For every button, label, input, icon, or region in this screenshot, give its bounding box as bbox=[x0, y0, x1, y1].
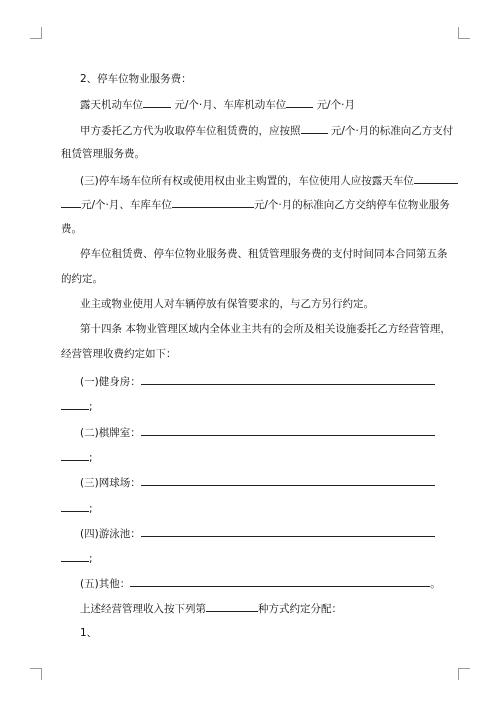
paragraph-owner-parking-end: 费。 bbox=[61, 223, 82, 235]
tennis-fee-blank bbox=[141, 475, 435, 486]
text-span: (三)停车场车位所有权或使用权由业主购置的，车位使用人应按露天车位 bbox=[80, 175, 414, 187]
paragraph-payment-time-cont: 的约定。 bbox=[61, 273, 103, 285]
paragraph-outdoor-garage-fee bbox=[80, 97, 355, 112]
tennis-fee-line bbox=[80, 475, 435, 490]
text-span: ; bbox=[89, 553, 93, 565]
distribution-item-1: 1、 bbox=[80, 627, 98, 639]
garage-fee-blank bbox=[286, 97, 313, 108]
distribution-method-blank bbox=[206, 601, 258, 612]
text-span: (四)游泳池： bbox=[80, 528, 141, 540]
article-14-cont: 经营管理收费约定如下： bbox=[61, 348, 177, 360]
paragraph-owner-parking bbox=[80, 173, 458, 188]
text-span: ; bbox=[89, 503, 93, 515]
text-span: (一)健身房： bbox=[80, 376, 141, 388]
unit-label: 元/个·月 bbox=[316, 99, 355, 111]
text-span: 种方式约定分配： bbox=[258, 603, 342, 615]
chess-fee-blank-cont bbox=[61, 450, 89, 461]
other-fee-line bbox=[80, 576, 441, 591]
paragraph-lease-fee-cont: 租赁管理服务费。 bbox=[61, 148, 145, 160]
heading-parking-service-fee: 2、停车位物业服务费： bbox=[80, 73, 192, 85]
outdoor-label: 露天机动车位 bbox=[80, 99, 143, 111]
outdoor-fee-blank bbox=[143, 97, 171, 108]
tennis-fee-blank-cont bbox=[61, 501, 89, 512]
owner-garage-blank bbox=[172, 197, 254, 208]
gym-fee-line-cont bbox=[61, 399, 93, 414]
text-span: 甲方委托乙方代为收取停车位租赁费的，应按照 bbox=[80, 125, 301, 137]
gym-fee-blank-cont bbox=[61, 399, 89, 410]
pool-fee-line bbox=[80, 526, 435, 541]
tennis-fee-line-cont bbox=[61, 501, 93, 516]
text-span: (二)棋牌室： bbox=[80, 427, 141, 439]
text-span: ; bbox=[89, 452, 93, 464]
crop-mark-bottom-left bbox=[30, 668, 42, 680]
text-span: 上述经营管理收入按下列第 bbox=[80, 603, 206, 615]
text-span: (五)其他： bbox=[80, 578, 131, 590]
chess-fee-line-cont bbox=[61, 450, 93, 465]
paragraph-owner-parking-cont bbox=[61, 197, 450, 212]
garage-label: 元/个·月、车库机动车位 bbox=[174, 99, 287, 111]
gym-fee-line bbox=[80, 374, 435, 389]
pool-fee-blank bbox=[141, 526, 435, 537]
text-span: 元/个·月的标准向乙方交纳停车位物业服务 bbox=[253, 199, 450, 211]
chess-fee-blank bbox=[141, 425, 435, 436]
text-span: 。 bbox=[430, 578, 441, 590]
distribution-line bbox=[80, 601, 342, 616]
owner-outdoor-blank-cont bbox=[61, 197, 81, 208]
crop-mark-top-left bbox=[30, 27, 42, 39]
chess-fee-line bbox=[80, 425, 435, 440]
text-span: 元/个·月、车库车位 bbox=[81, 199, 172, 211]
text-span: (三)网球场： bbox=[80, 477, 141, 489]
crop-mark-top-right bbox=[458, 27, 470, 39]
crop-mark-bottom-right bbox=[458, 668, 470, 680]
paragraph-lease-fee bbox=[80, 123, 453, 138]
pool-fee-line-cont bbox=[61, 551, 93, 566]
lease-fee-blank bbox=[301, 123, 328, 134]
other-fee-blank bbox=[130, 576, 430, 587]
text-span: 元/个·月的标准向乙方支付 bbox=[330, 125, 454, 137]
article-14: 第十四条 本物业管理区域内全体业主共有的会所及相关设施委托乙方经营管理， bbox=[80, 323, 451, 335]
owner-outdoor-blank bbox=[414, 173, 458, 184]
gym-fee-blank bbox=[141, 374, 435, 385]
pool-fee-blank-cont bbox=[61, 551, 89, 562]
paragraph-custody: 业主或物业使用人对车辆停放有保管要求的，与乙方另行约定。 bbox=[80, 298, 374, 310]
text-span: ; bbox=[89, 401, 93, 413]
paragraph-payment-time: 停车位租赁费、停车位物业服务费、租赁管理服务费的支付时间同本合同第五条 bbox=[80, 248, 448, 260]
